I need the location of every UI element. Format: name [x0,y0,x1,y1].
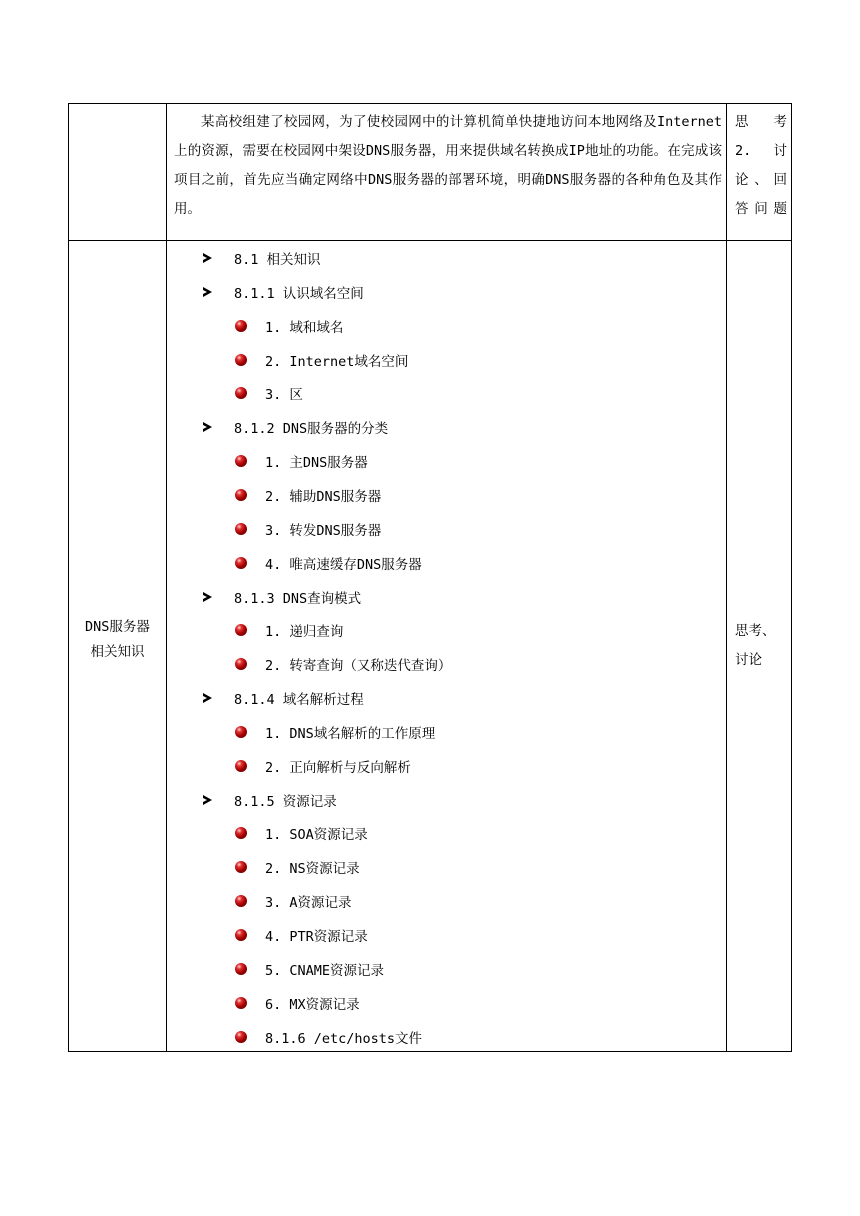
intro-paragraph: 某高校组建了校园网，为了使校园网中的计算机简单快捷地访问本地网络及Internet上的资源，需要在校园网中架设DNS服务器，用来提供域名转换成IP地址的功能。在完成该项目之前，首先应当确定网络中DNS服务器的部署环境，明确DNS服务器的各种角色及其作用。 [174,114,722,217]
outline-text: 5. CNAME资源记录 [265,962,385,979]
outline-subitem [235,620,343,640]
outline-subitem [235,451,368,471]
outline-subitem [235,722,435,742]
arrow-bullet-icon [203,795,212,805]
outline-heading [203,790,337,810]
outline-text: 3. 转发DNS服务器 [265,522,382,539]
outline-subitem [235,485,381,505]
red-ball-bullet-icon [235,523,247,535]
red-ball-bullet-icon [235,354,247,366]
red-ball-bullet-icon [235,827,247,839]
red-ball-bullet-icon [235,760,247,772]
outline-text: 1. 域和域名 [265,319,344,336]
outline-heading [203,688,364,708]
red-ball-bullet-icon [235,861,247,873]
outline-text: 3. A资源记录 [265,895,352,912]
arrow-bullet-icon [203,253,212,263]
red-ball-bullet-icon [235,895,247,907]
arrow-bullet-icon [203,287,212,297]
outline-text: 6. MX资源记录 [265,996,360,1013]
outline-text: 2. NS资源记录 [265,861,360,878]
outline-text: 8.1.1 认识域名空间 [234,285,364,302]
column-divider-right [726,104,727,1051]
outline-subitem [235,519,381,539]
outline-text: 8.1.4 域名解析过程 [234,692,364,709]
red-ball-bullet-icon [235,658,247,670]
outline-subitem [235,925,368,945]
lesson-table [68,103,792,1052]
outline-subitem [235,959,384,979]
outline-text: 4. 唯高速缓存DNS服务器 [265,556,422,573]
note-line: 思考、 [735,623,776,639]
red-ball-bullet-icon [235,320,247,332]
outline-heading [203,248,321,268]
red-ball-bullet-icon [235,489,247,501]
note-line: 讨论 [735,652,762,668]
section-label-line: DNS服务器 [85,619,150,635]
outline-subitem [235,756,411,776]
red-ball-bullet-icon [235,1031,247,1043]
outline-text: 3. 区 [265,387,303,404]
arrow-bullet-icon [203,592,212,602]
note-line: 思考 [735,114,787,130]
outline-heading [203,587,361,607]
arrow-bullet-icon [203,422,212,432]
outline-text: 1. SOA资源记录 [265,827,368,844]
outline-subitem [235,350,408,370]
red-ball-bullet-icon [235,997,247,1009]
outline-heading [203,282,364,302]
note-line: 2. 讨 [735,143,787,159]
red-ball-bullet-icon [235,557,247,569]
knowledge-outline [69,104,726,1051]
red-ball-bullet-icon [235,963,247,975]
outline-text: 2. 正向解析与反向解析 [265,759,411,776]
outline-text: 8.1.5 资源记录 [234,793,337,810]
outline-text: 8.1.3 DNS查询模式 [234,590,362,607]
red-ball-bullet-icon [235,929,247,941]
outline-text: 1. 主DNS服务器 [265,455,368,472]
activity-note-1 [735,108,787,224]
outline-subitem [235,891,352,911]
outline-subitem [235,857,360,877]
arrow-bullet-icon [203,693,212,703]
red-ball-bullet-icon [235,624,247,636]
outline-text: 8.1 相关知识 [234,252,321,268]
outline-subitem [235,316,343,336]
outline-subitem [235,654,451,674]
outline-text: 2. Internet域名空间 [265,353,409,370]
outline-text: 8.1.6 /etc/hosts文件 [265,1030,423,1047]
outline-text: 4. PTR资源记录 [265,929,368,945]
outline-subitem [235,823,368,843]
section-label-line: 相关知识 [90,644,145,660]
outline-text: 1. 递归查询 [265,624,344,641]
outline-text: 2. 转寄查询（又称迭代查询） [265,658,452,675]
outline-text: 8.1.2 DNS服务器的分类 [234,421,389,438]
red-ball-bullet-icon [235,455,247,467]
outline-text: 1. DNS域名解析的工作原理 [265,725,436,742]
outline-subitem [235,993,360,1013]
outline-text: 2. 辅助DNS服务器 [265,488,382,505]
outline-subitem [235,383,303,403]
red-ball-bullet-icon [235,387,247,399]
note-line: 论、回 [735,172,787,188]
activity-note-2 [735,617,787,675]
outline-subitem [235,553,422,573]
note-line: 答问题 [735,201,787,217]
outline-heading [203,417,388,437]
red-ball-bullet-icon [235,726,247,738]
outline-subitem [235,1027,422,1047]
